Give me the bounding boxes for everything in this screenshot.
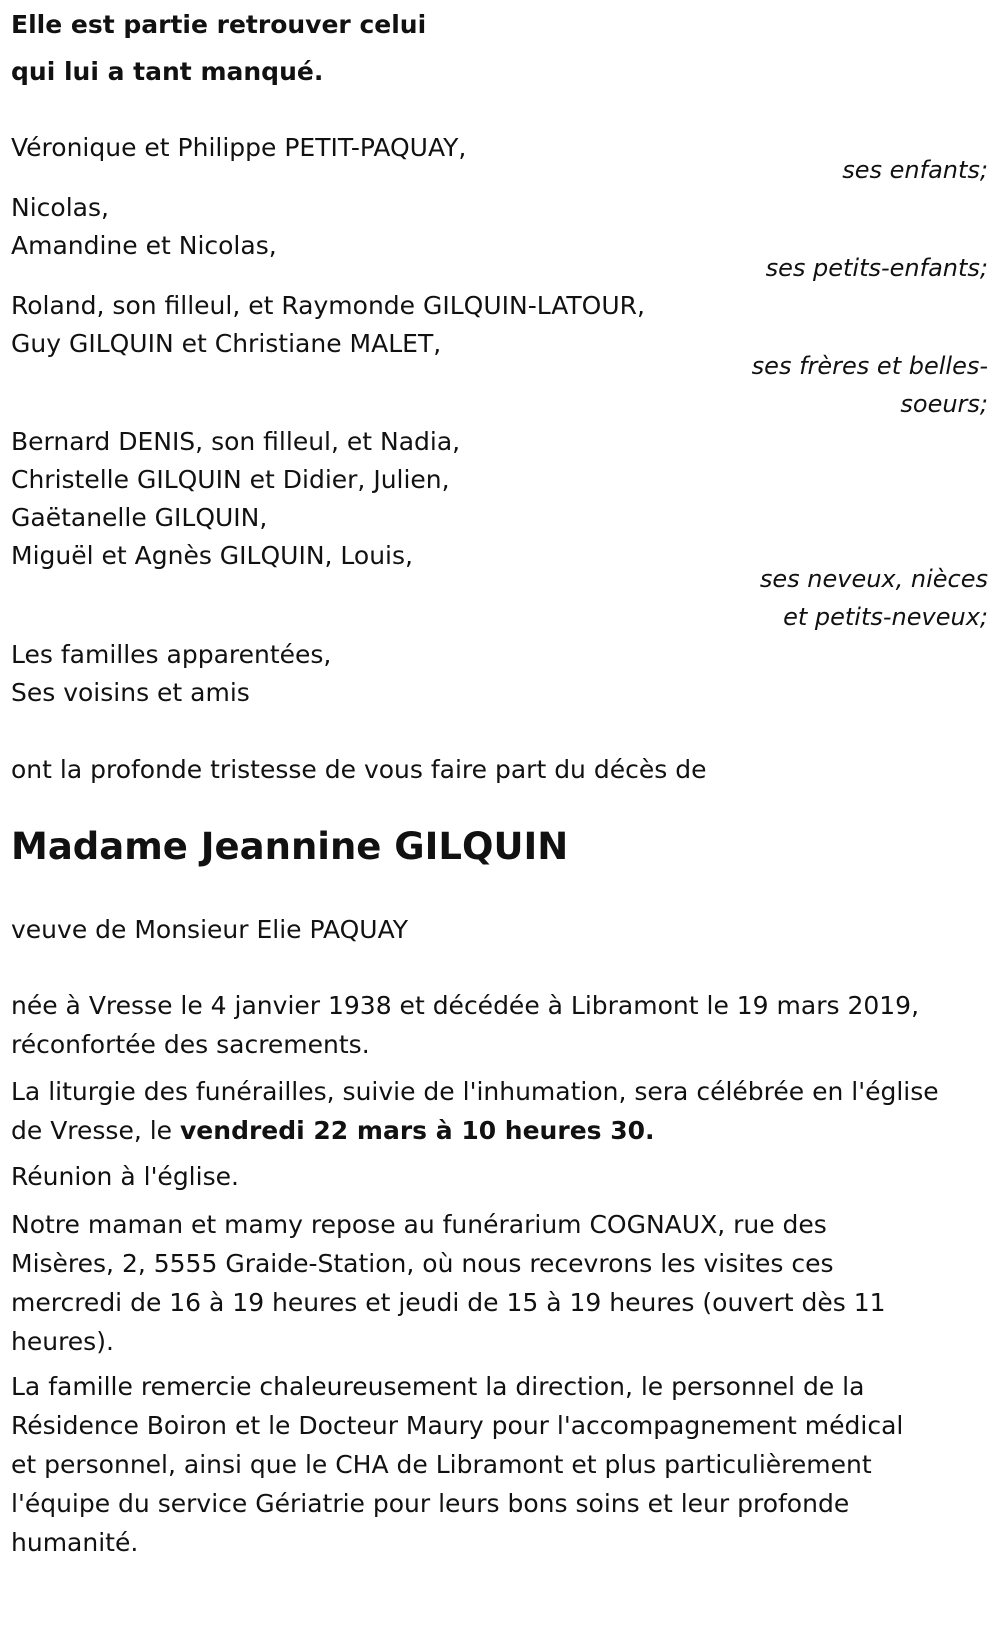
family-nephews-name-2: Christelle GILQUIN et Didier, Julien, <box>11 465 450 494</box>
family-grandchildren-name-2: Amandine et Nicolas, <box>11 231 277 260</box>
thanks-line-4: l'équipe du service Gériatrie pour leurs bons soins et leur profonde <box>11 1489 850 1518</box>
deceased-name: Madame Jeannine GILQUIN <box>11 825 569 868</box>
epigraph-line-1: Elle est partie retrouver celui <box>11 10 427 39</box>
family-neighbors-friends: Ses voisins et amis <box>11 678 250 707</box>
family-siblings-name-1: Roland, son filleul, et Raymonde GILQUIN-LATOUR, <box>11 291 645 320</box>
relation-nephews-line-1: ses neveux, nièces <box>759 565 988 593</box>
visits-line-3: mercredi de 16 à 19 heures et jeudi de 15 à 19 heures (ouvert dès 11 <box>11 1288 886 1317</box>
thanks-line-2: Résidence Boiron et le Docteur Maury pour l'accompagnement médical <box>11 1411 904 1440</box>
funeral-line-2 <box>11 1111 996 1150</box>
funeral-paragraph <box>11 1072 996 1150</box>
relation-nephews-line-2: et petits-neveux; <box>783 603 988 631</box>
family-nephews-name-4: Miguël et Agnès GILQUIN, Louis, <box>11 541 413 570</box>
family-nephews-name-1: Bernard DENIS, son filleul, et Nadia, <box>11 427 461 456</box>
family-siblings-name-2: Guy GILQUIN et Christiane MALET, <box>11 329 442 358</box>
thanks-line-3: et personnel, ainsi que le CHA de Libramont et plus particulièrement <box>11 1450 872 1479</box>
announcement-text: ont la profonde tristesse de vous faire part du décès de <box>11 755 707 784</box>
relation-siblings-line-2: soeurs; <box>900 390 988 418</box>
family-nephews-name-3: Gaëtanelle GILQUIN, <box>11 503 268 532</box>
thanks-line-1: La famille remercie chaleureusement la direction, le personnel de la <box>11 1372 865 1401</box>
funeral-line-2-prefix: de Vresse, le <box>11 1116 181 1145</box>
relation-siblings-line-1: ses frères et belles- <box>751 352 988 380</box>
visits-line-1: Notre maman et mamy repose au funérarium COGNAUX, rue des <box>11 1210 827 1239</box>
visits-line-4: heures). <box>11 1327 114 1356</box>
birth-death-paragraph <box>11 986 996 1064</box>
visits-line-2: Misères, 2, 5555 Graide-Station, où nous recevrons les visites ces <box>11 1249 834 1278</box>
birth-death-line-1: née à Vresse le 4 janvier 1938 et décédée à Libramont le 19 mars 2019, <box>11 991 920 1020</box>
relation-grandchildren: ses petits-enfants; <box>765 254 988 282</box>
family-relatives: Les familles apparentées, <box>11 640 332 669</box>
thanks-line-5: humanité. <box>11 1528 139 1557</box>
family-children-names: Véronique et Philippe PETIT-PAQUAY, <box>11 133 467 162</box>
reunion-line: Réunion à l'église. <box>11 1162 239 1191</box>
funeral-line-1: La liturgie des funérailles, suivie de l'inhumation, sera célébrée en l'église <box>11 1077 939 1106</box>
spouse-text: veuve de Monsieur Elie PAQUAY <box>11 915 409 944</box>
family-grandchildren-name-1: Nicolas, <box>11 193 109 222</box>
funeral-date-time: vendredi 22 mars à 10 heures 30. <box>180 1116 655 1145</box>
relation-children: ses enfants; <box>842 156 988 184</box>
reunion-text <box>11 1157 996 1196</box>
epigraph-line-2: qui lui a tant manqué. <box>11 57 324 86</box>
thanks-paragraph <box>11 1367 996 1562</box>
birth-death-line-2: réconfortée des sacrements. <box>11 1030 370 1059</box>
visits-paragraph <box>11 1205 996 1361</box>
